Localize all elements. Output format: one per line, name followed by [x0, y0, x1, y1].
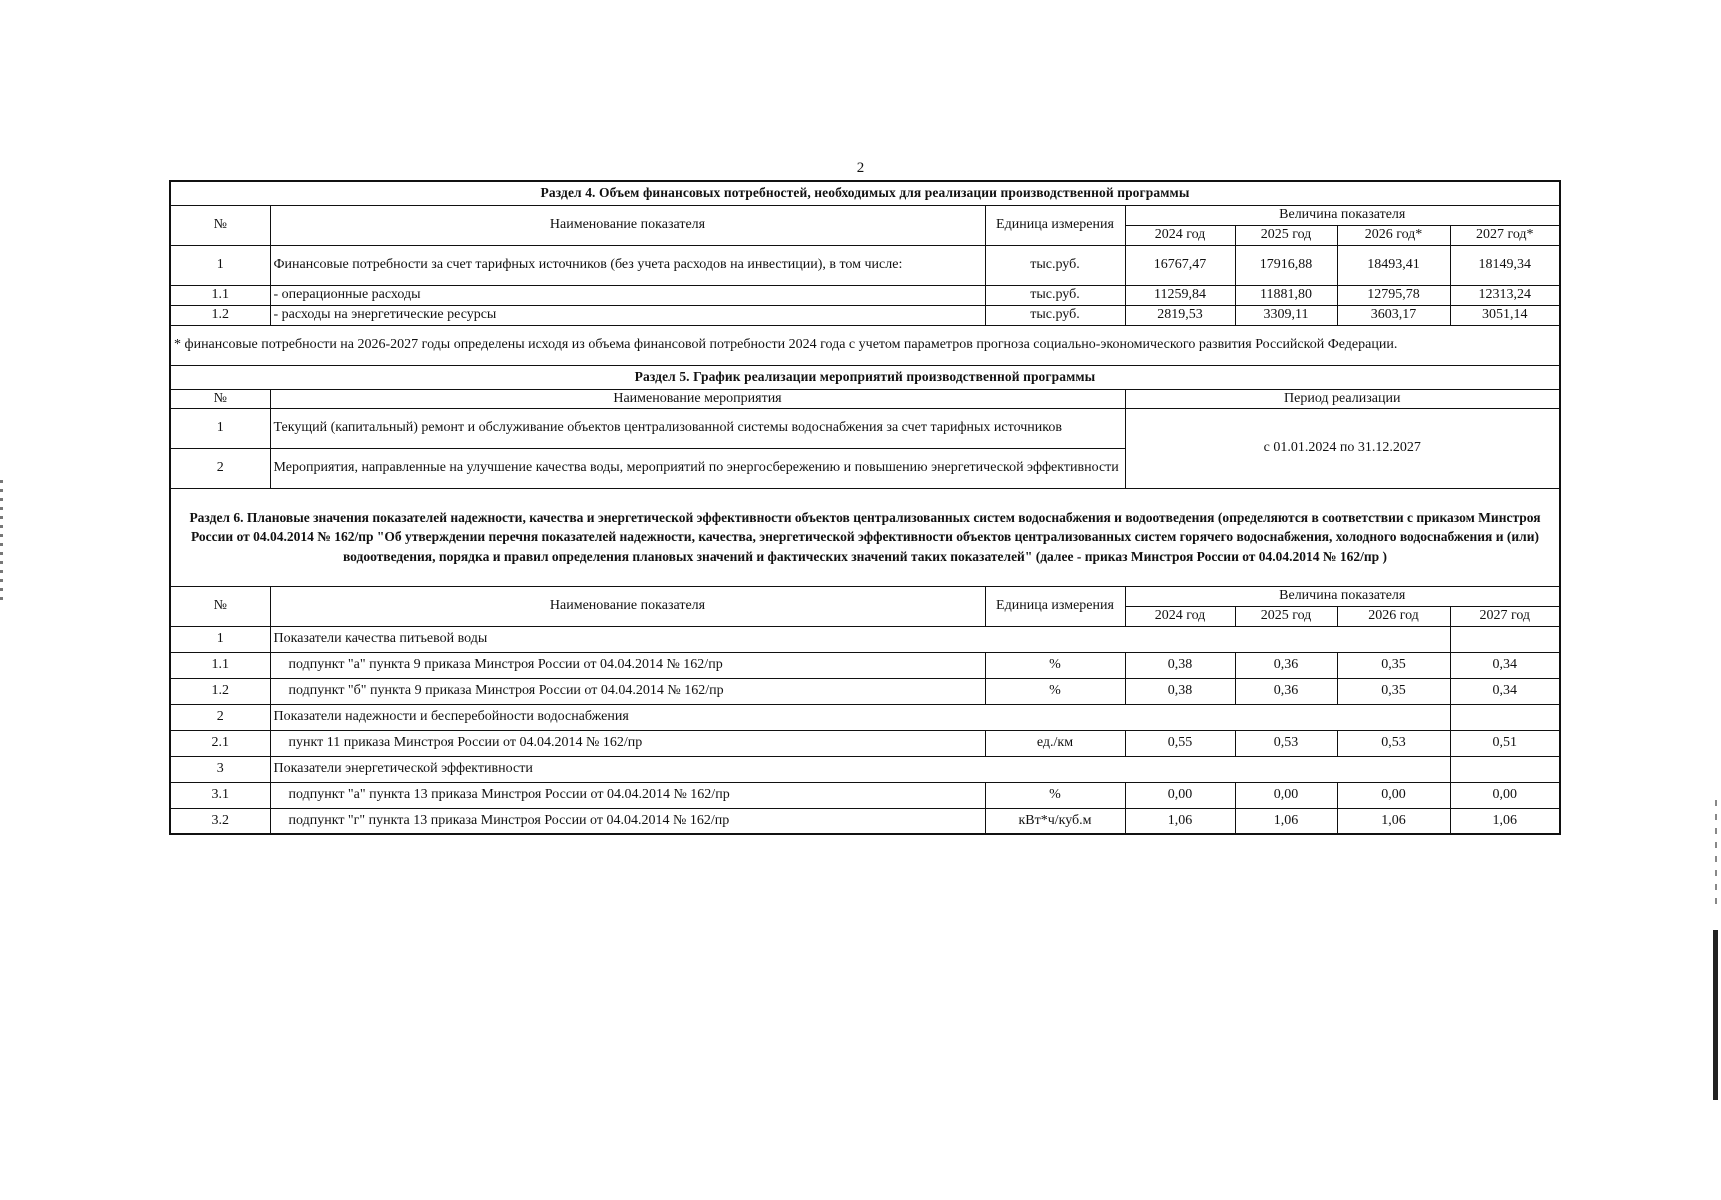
row-name: пункт 11 приказа Минстроя России от 04.04.2014 № 162/пр	[270, 730, 985, 756]
row-num: 1.1	[170, 652, 270, 678]
row-value: 0,35	[1337, 678, 1450, 704]
row-value: 0,53	[1337, 730, 1450, 756]
section4-title: Раздел 4. Объем финансовых потребностей, необходимых для реализации производственной программы	[170, 181, 1560, 205]
row-value: 16767,47	[1125, 245, 1235, 285]
group-num: 1	[170, 626, 270, 652]
scan-edge-bar-right	[1713, 930, 1718, 1100]
row-value: 3603,17	[1337, 305, 1450, 325]
row-name: подпункт "г" пункта 13 приказа Минстроя России от 04.04.2014 № 162/пр	[270, 808, 985, 834]
s5-period: с 01.01.2024 по 31.12.2027	[1125, 408, 1560, 488]
s4-year-2024: 2024 год	[1125, 225, 1235, 245]
table-row	[170, 808, 1560, 834]
row-unit: ед./км	[985, 730, 1125, 756]
table-row	[170, 652, 1560, 678]
row-value: 0,34	[1450, 652, 1560, 678]
table-row	[170, 305, 1560, 325]
empty-cell	[1450, 704, 1560, 730]
group-num: 2	[170, 704, 270, 730]
scan-edge-marks-right	[1715, 800, 1717, 910]
row-value: 11259,84	[1125, 285, 1235, 305]
s6-header-value: Величина показателя	[1125, 586, 1560, 606]
row-unit: %	[985, 678, 1125, 704]
s6-header-name: Наименование показателя	[270, 586, 985, 626]
row-value: 0,34	[1450, 678, 1560, 704]
s4-header-num: №	[170, 205, 270, 245]
s4-header-value: Величина показателя	[1125, 205, 1560, 225]
s4-year-2027: 2027 год*	[1450, 225, 1560, 245]
s6-header-num: №	[170, 586, 270, 626]
row-value: 0,00	[1337, 782, 1450, 808]
row-value: 2819,53	[1125, 305, 1235, 325]
row-name: подпункт "а" пункта 13 приказа Минстроя России от 04.04.2014 № 162/пр	[270, 782, 985, 808]
table-row	[170, 408, 1560, 448]
row-num: 1.2	[170, 305, 270, 325]
row-num: 2.1	[170, 730, 270, 756]
section4-footnote: * финансовые потребности на 2026-2027 годы определены исходя из объема финансовой потребности 2024 года с учетом параметров прогноза социально-экономического развития Российской Федерации.	[170, 325, 1560, 365]
row-value: 3309,11	[1235, 305, 1337, 325]
scan-edge-marks-left	[0, 480, 3, 600]
empty-cell	[1450, 626, 1560, 652]
row-value: 11881,80	[1235, 285, 1337, 305]
s4-header-unit: Единица измерения	[985, 205, 1125, 245]
s4-header-name: Наименование показателя	[270, 205, 985, 245]
row-value: 0,38	[1125, 678, 1235, 704]
row-unit: тыс.руб.	[985, 285, 1125, 305]
row-name: подпункт "б" пункта 9 приказа Минстроя России от 04.04.2014 № 162/пр	[270, 678, 985, 704]
row-unit: кВт*ч/куб.м	[985, 808, 1125, 834]
row-value: 0,51	[1450, 730, 1560, 756]
row-value: 0,38	[1125, 652, 1235, 678]
row-value: 12795,78	[1337, 285, 1450, 305]
s4-year-2025: 2025 год	[1235, 225, 1337, 245]
section6-title: Раздел 6. Плановые значения показателей надежности, качества и энергетической эффективности объектов централизованных систем водоснабжения и водоотведения (определяются в соответствии с приказом Минстроя России от 04.04.2014 № 162/пр "Об утверждении перечня показателей надежности, качества, энергетической эффективности объектов централизованных систем горячего водоснабжения, холодного водоснабжения и (или) водоотведения, порядка и правил определения плановых значений и фактических значений таких показателей" (далее - приказ Минстроя России от 04.04.2014 № 162/пр )	[170, 488, 1560, 586]
group-num: 3	[170, 756, 270, 782]
row-value: 0,55	[1125, 730, 1235, 756]
s5-header-period: Период реализации	[1125, 389, 1560, 408]
row-value: 1,06	[1125, 808, 1235, 834]
table-row	[170, 730, 1560, 756]
production-program-table	[169, 180, 1561, 835]
row-name: - расходы на энергетические ресурсы	[270, 305, 985, 325]
row-unit: тыс.руб.	[985, 305, 1125, 325]
s6-year-2024: 2024 год	[1125, 606, 1235, 626]
row-unit: тыс.руб.	[985, 245, 1125, 285]
s4-year-2026: 2026 год*	[1337, 225, 1450, 245]
empty-cell	[1450, 756, 1560, 782]
row-name: Мероприятия, направленные на улучшение качества воды, мероприятий по энергосбережению и повышению энергетической эффективности	[270, 448, 1125, 488]
s6-year-2025: 2025 год	[1235, 606, 1337, 626]
s5-header-name: Наименование мероприятия	[270, 389, 1125, 408]
row-name: Текущий (капитальный) ремонт и обслуживание объектов централизованной системы водоснабжения за счет тарифных источников	[270, 408, 1125, 448]
row-unit: %	[985, 782, 1125, 808]
group-row	[170, 704, 1560, 730]
row-value: 18149,34	[1450, 245, 1560, 285]
page-number: 2	[856, 160, 865, 176]
row-value: 18493,41	[1337, 245, 1450, 285]
group-row	[170, 756, 1560, 782]
row-name: подпункт "а" пункта 9 приказа Минстроя России от 04.04.2014 № 162/пр	[270, 652, 985, 678]
row-value: 1,06	[1337, 808, 1450, 834]
row-num: 1.1	[170, 285, 270, 305]
row-value: 0,53	[1235, 730, 1337, 756]
row-unit: %	[985, 652, 1125, 678]
row-num: 2	[170, 448, 270, 488]
s6-year-2026: 2026 год	[1337, 606, 1450, 626]
row-name: Финансовые потребности за счет тарифных источников (без учета расходов на инвестиции), в том числе:	[270, 245, 985, 285]
row-num: 1.2	[170, 678, 270, 704]
row-value: 0,35	[1337, 652, 1450, 678]
row-value: 0,00	[1450, 782, 1560, 808]
row-value: 3051,14	[1450, 305, 1560, 325]
table-row	[170, 678, 1560, 704]
row-name: - операционные расходы	[270, 285, 985, 305]
row-value: 0,00	[1125, 782, 1235, 808]
row-value: 1,06	[1450, 808, 1560, 834]
table-row	[170, 285, 1560, 305]
table-row	[170, 245, 1560, 285]
s5-header-num: №	[170, 389, 270, 408]
section5-title: Раздел 5. График реализации мероприятий производственной программы	[170, 365, 1560, 389]
group-name: Показатели надежности и бесперебойности водоснабжения	[270, 704, 1450, 730]
row-value: 17916,88	[1235, 245, 1337, 285]
group-name: Показатели энергетической эффективности	[270, 756, 1450, 782]
row-value: 12313,24	[1450, 285, 1560, 305]
row-value: 1,06	[1235, 808, 1337, 834]
table-row	[170, 782, 1560, 808]
row-num: 1	[170, 408, 270, 448]
row-num: 3.1	[170, 782, 270, 808]
row-value: 0,36	[1235, 678, 1337, 704]
s6-year-2027: 2027 год	[1450, 606, 1560, 626]
group-row	[170, 626, 1560, 652]
row-num: 1	[170, 245, 270, 285]
row-value: 0,36	[1235, 652, 1337, 678]
group-name: Показатели качества питьевой воды	[270, 626, 1450, 652]
s6-header-unit: Единица измерения	[985, 586, 1125, 626]
row-value: 0,00	[1235, 782, 1337, 808]
row-num: 3.2	[170, 808, 270, 834]
